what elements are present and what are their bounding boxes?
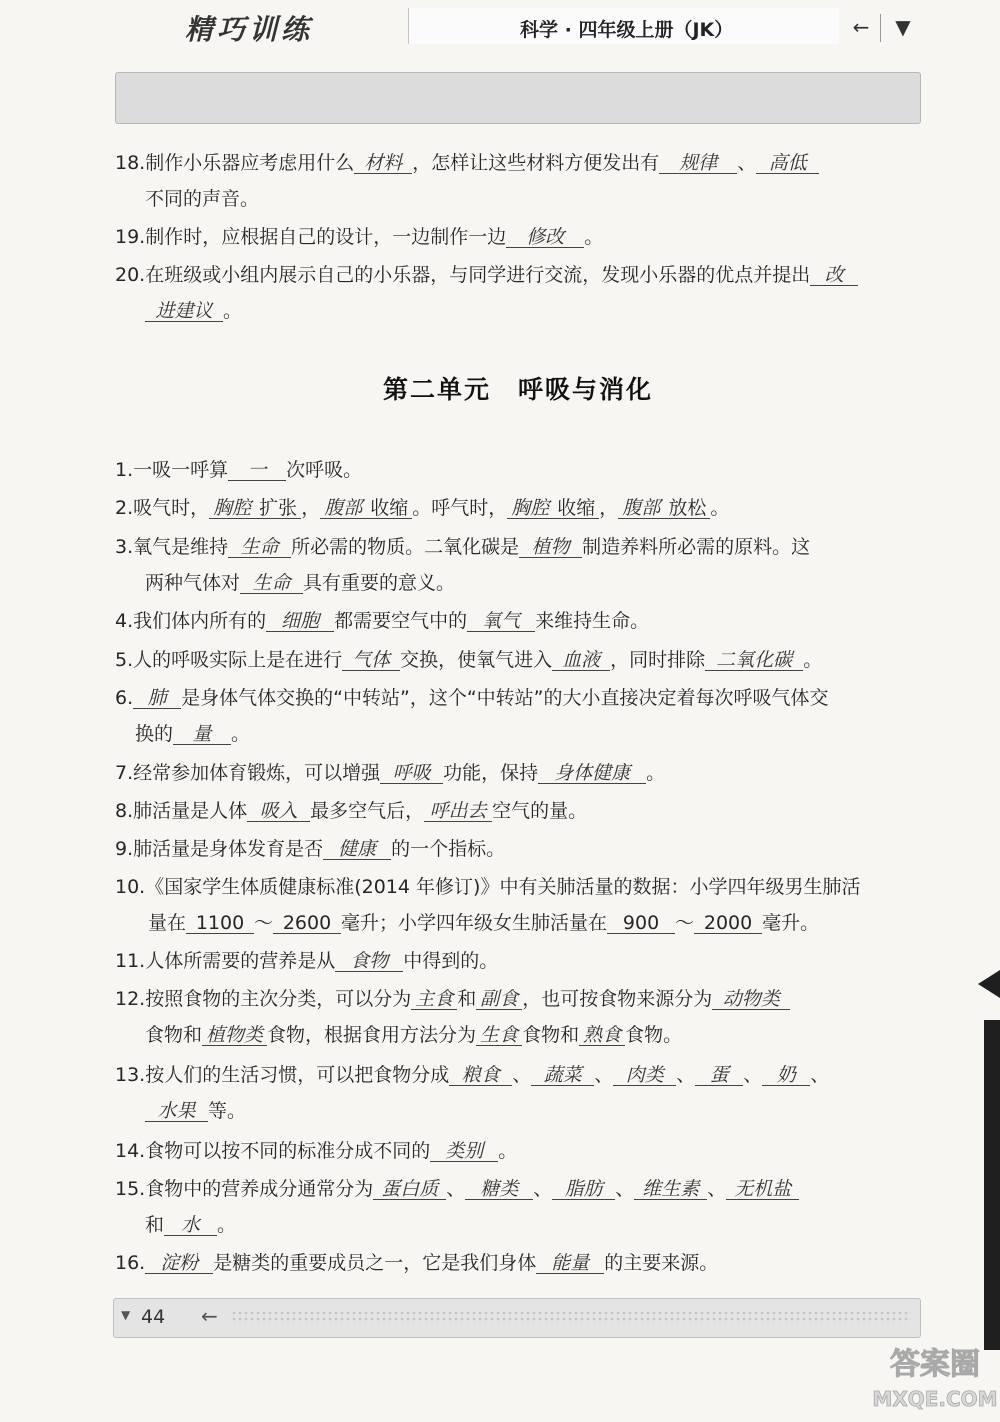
dotted-band — [231, 1310, 911, 1324]
question-18-cont: 不同的声音。 — [145, 188, 260, 210]
question-5: 5.人的呼吸实际上是在进行 气体 交换，使氧气进入 血液 ，同时排除 二氧化碳 。 — [115, 649, 823, 671]
question-20: 20.在班级或小组内展示自己的小乐器，与同学进行交流，发现小乐器的优点并提出 改 — [115, 260, 858, 287]
question-15: 15.食物中的营养成分通常分为 蛋白质 、 糖类 、 脂肪 、 维生素 、 无机盐 — [115, 1174, 799, 1201]
header-divider — [880, 14, 881, 42]
question-2: 2.吸气时， 胸腔 扩张 ， 腹部 收缩 。呼气时， 胸腔 收缩 ， 腹部 放松 。 — [115, 497, 730, 519]
page-header — [115, 72, 921, 124]
question-13: 13.按人们的生活习惯，可以把食物分成 粮食 、 蔬菜 、 肉类 、 蛋 、 奶 、 — [115, 1064, 830, 1086]
question-20-cont: 进建议 。 — [145, 296, 242, 323]
question-3-cont: 两种气体对 生命 具有重要的意义。 — [145, 572, 456, 594]
edge-dark-strip — [984, 1020, 1000, 1350]
question-19: 19.制作时，应根据自己的设计，一边制作一边 修改 。 — [115, 226, 604, 248]
page-number: 44 — [141, 1306, 166, 1328]
question-7: 7.经常参加体育锻炼，可以增强 呼吸 功能，保持 身体健康 。 — [115, 762, 666, 784]
brand-title: 精巧训练 — [185, 13, 314, 46]
question-13-cont: 水果 等。 — [145, 1096, 246, 1123]
triangle-down-icon: ▼ — [121, 1308, 131, 1322]
section-title: 第二单元 呼吸与消化 — [383, 375, 654, 404]
back-arrow-icon[interactable]: ← — [852, 15, 870, 39]
question-18: 18.制作小乐器应考虑用什么 材料 ，怎样让这些材料方便发出有 规律 、 高低 — [115, 148, 819, 175]
question-14: 14.食物可以按不同的标准分成不同的 类别 。 — [115, 1140, 518, 1162]
edge-triangle-mark — [978, 970, 1000, 998]
question-16: 16. 淀粉 是糖类的重要成员之一，它是我们身体 能量 的主要来源。 — [115, 1252, 719, 1274]
question-6-cont: 换的 量 。 — [135, 723, 251, 745]
question-8: 8.肺活量是人体 吸入 最多空气后， 呼出去 空气的量。 — [115, 800, 588, 822]
question-6: 6. 肺 是身体气体交换的“中转站”，这个“中转站”的大小直接决定着每次呼吸气体交 — [115, 687, 829, 709]
question-11: 11.人体所需要的营养是从 食物 中得到的。 — [115, 950, 499, 972]
question-4: 4.我们体内所有的 细胞 都需要空气中的 氧气 来维持生命。 — [115, 610, 650, 632]
question-15-cont: 和 水 。 — [145, 1214, 237, 1236]
back-arrow-icon[interactable]: ← — [201, 1304, 218, 1328]
subject-title: 科学 · 四年级上册（JK） — [520, 19, 734, 41]
question-10-cont: 量在 1100 ～ 2600 毫升；小学四年级女生肺活量在 900 ～ 2000 毫升。 — [148, 912, 820, 934]
question-1: 1.一吸一呼算 一 次呼吸。 — [115, 459, 363, 481]
triangle-down-icon[interactable]: ▼ — [895, 15, 911, 39]
question-9: 9.肺活量是身体发育是否 健康 的一个指标。 — [115, 838, 506, 860]
question-12: 12.按照食物的主次分类，可以分为 主食 和 副食 ，也可按食物来源分为 动物类 — [115, 984, 790, 1011]
question-12-cont: 食物和 植物类 食物，根据食用方法分为 生食 食物和 熟食 食物。 — [145, 1024, 683, 1046]
svg-text:答案圈: 答案圈 — [890, 1347, 980, 1382]
question-10: 10.《国家学生体质健康标准(2014 年修订)》中有关肺活量的数据：小学四年级男生肺活 — [115, 876, 861, 898]
question-3: 3.氧气是维持 生命 所必需的物质。二氧化碳是 植物 制造养料所必需的原料。这 — [115, 536, 811, 558]
svg-text:MXQE.COM: MXQE.COM — [872, 1387, 998, 1411]
watermark-logo — [872, 1328, 998, 1414]
